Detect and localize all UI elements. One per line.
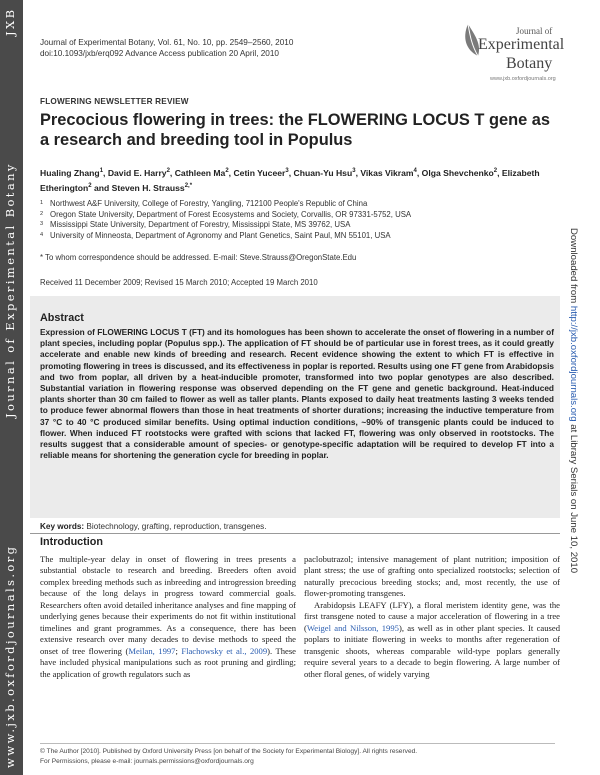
affiliations <box>40 199 560 241</box>
abstract-text: Expression of FLOWERING LOCUS T (FT) and its homologues has been shown to accelerate the onset of flowering in a number of plant species, including poplar (Populus spp.). The application of FT should be of particular use in forest trees, as it could greatly accelerate and enable new kinds of breeding and research. Recent evidence showing the extent to which FT is effective in promoting flowering in trees is discussed, and its effectiveness in poplar is reported. Results using one FT gene from Arabidopsis and two from poplar, all driven by a heat-inducible promoter, transformed into two poplar genotypes are also described. Substantial variation in flowering response was observed depending on the FT gene and genetic background. Heat-induced plants shorter than 30 cm failed to flower as well as taller plants. Plants exposed to daily heat treatments lasting 3 weeks tended to produce fewer abnormal flowers than those in heat treatments of shorter durations; increasing the inductive temperature from 37 °C to 40 °C produced similar benefits. Using optimal induction conditions, ~90% of transgenic plants could be induced to flower. When induced FT rootstocks were grafted with scions that lacked FT, flowering was only observed in rootstocks. The results suggest that a considerable amount of species- or genotype-specific adaptation will be required to develop FT into a reliable means for shortening the generation cycle for breeding in poplar. <box>40 327 554 461</box>
author: Cetin Yuceer$^3$ <box>233 167 289 178</box>
intro-column-2: paclobutrazol; intensive management of plant nutrition; imposition of plant stress; the use of grafting onto specialized rootstocks; selection of naturally precocious breeding stocks; and, most recently, the use of flower-promoting transgenes. Arabidopsis LEAFY (LFY), a floral meristem identity gene, was the first transgene noted to cause a major acceleration of flowering in a tree (Weigel and Nilsson, 1995), as well as in other plant species. It caused poplars to initiate flowering in weeks to months after regeneration of transgenic shoots, whereas comparable wild-type poplars generally require several years to a decade to begin flowering. A large number of other floral genes, of widely varying <box>304 554 560 679</box>
citation-link[interactable]: Flachowsky et al., 2009 <box>181 645 268 656</box>
article-title <box>40 110 555 150</box>
sidebar-journal: Journal of Experimental Botany <box>3 162 17 419</box>
section-label: FLOWERING NEWSLETTER REVIEW <box>40 97 189 106</box>
author: Cathleen Ma$^2$ <box>174 167 229 178</box>
title-text: Precocious flowering in trees: the FLOWERING LOCUS T gene as a research and breeding tool in Populus <box>40 111 551 149</box>
journal-citation: Journal of Experimental Botany, Vol. 61, No. 10, pp. 2549–2560, 2010 <box>40 38 294 47</box>
abstract-heading: Abstract <box>40 312 84 324</box>
keywords-text: Biotechnology, grafting, reproduction, transgenes. <box>86 522 267 531</box>
doi-line: doi:10.1093/jxb/erq092 Advance Access publication 20 April, 2010 <box>40 49 279 58</box>
keywords <box>40 522 554 531</box>
author: Chuan-Yu Hsu$^3$ <box>293 167 356 178</box>
intro-column-1: The multiple-year delay in onset of flowering in trees presents a substantial obstacle to research and breeding. Breeders often avoid complex breeding methods such as inbreeding and introgression breeding because of the long delays in progress toward commercial goals. Researchers often avoid detailed inheritance analyses and fine mapping of underlying genes because their experiments do not fit within institutional timelines and grant programmes. As a consequence, there has been extensive research over many decades to devise methods to speed the onset of tree flowering (Meilan, 1997; Flachowsky et al., 2009). These have included physical manipulations such as root pruning and girdling; the application of growth regulators such as <box>40 554 296 679</box>
copyright-footer: © The Author [2010]. Published by Oxford University Press [on behalf of the Society for Experimental Biology]. All rights reserved. For Permissions, please e-mail: journals.permissions@oxfordjournals.org <box>40 748 418 765</box>
affiliation: 3 Mississippi State University, Department of Forestry, Mississippi State, MS 39762, USA <box>40 220 351 230</box>
author: Olga Shevchenko$^2$ <box>421 167 498 178</box>
author-list: Hualing Zhang$^1$, David E. Harry$^2$, Cathleen Ma$^2$, Cetin Yuceer$^3$, Chuan-Yu Hsu$^3$, Vikas Vikram$^4$, Olga Shevchenko$^2$, Elizabeth Etherington$^2$ and Steven H. Strauss$^{2,*}$ <box>40 167 540 194</box>
download-note: Downloaded from http://jxb.oxfordjournals.org at Library Serials on June 10, 2010 <box>568 228 579 574</box>
intro-heading: Introduction <box>40 536 103 548</box>
correspondence: * To whom correspondence should be addressed. E-mail: Steve.Strauss@OregonState.Edu <box>40 253 357 262</box>
sidebar-corner-label: JXB <box>3 8 17 37</box>
affiliation: 1 Northwest A&F University, College of Forestry, Yangling, 712100 People's Republic of China <box>40 199 368 208</box>
author: Steven H. Strauss$^{2,*}$ <box>111 183 193 194</box>
citation-link[interactable]: Weigel and Nilsson, 1995 <box>306 622 399 633</box>
author: Hualing Zhang$^1$ <box>40 167 104 178</box>
affiliation: 4 University of Minneosta, Department of Agronomy and Plant Genetics, Saint Paul, MN 55101, USA <box>40 230 391 240</box>
author: Vikas Vikram$^4$ <box>360 167 417 178</box>
download-link[interactable]: http://jxb.oxfordjournals.org <box>568 305 579 422</box>
journal-sidebar <box>0 0 23 775</box>
keywords-label: Key words: <box>40 522 85 531</box>
sidebar-text <box>3 8 20 768</box>
received-dates: Received 11 December 2009; Revised 15 March 2010; Accepted 19 March 2010 <box>40 278 318 287</box>
affiliation: 2 Oregon State University, Department of Forest Ecosystems and Society, Corvallis, OR 97331-5752, USA <box>40 209 412 219</box>
sidebar-url: www.jxb.oxfordjournals.org <box>3 544 17 768</box>
author: Elizabeth Etherington$^2$ <box>40 167 540 194</box>
divider <box>30 533 560 534</box>
author: David E. Harry$^2$ <box>107 167 170 178</box>
footer-divider <box>40 743 555 744</box>
journal-logo: Journal of Experimental Botany www.jxb.oxfordjournals.org <box>456 20 566 90</box>
citation-link[interactable]: Meilan, 1997 <box>128 645 176 656</box>
